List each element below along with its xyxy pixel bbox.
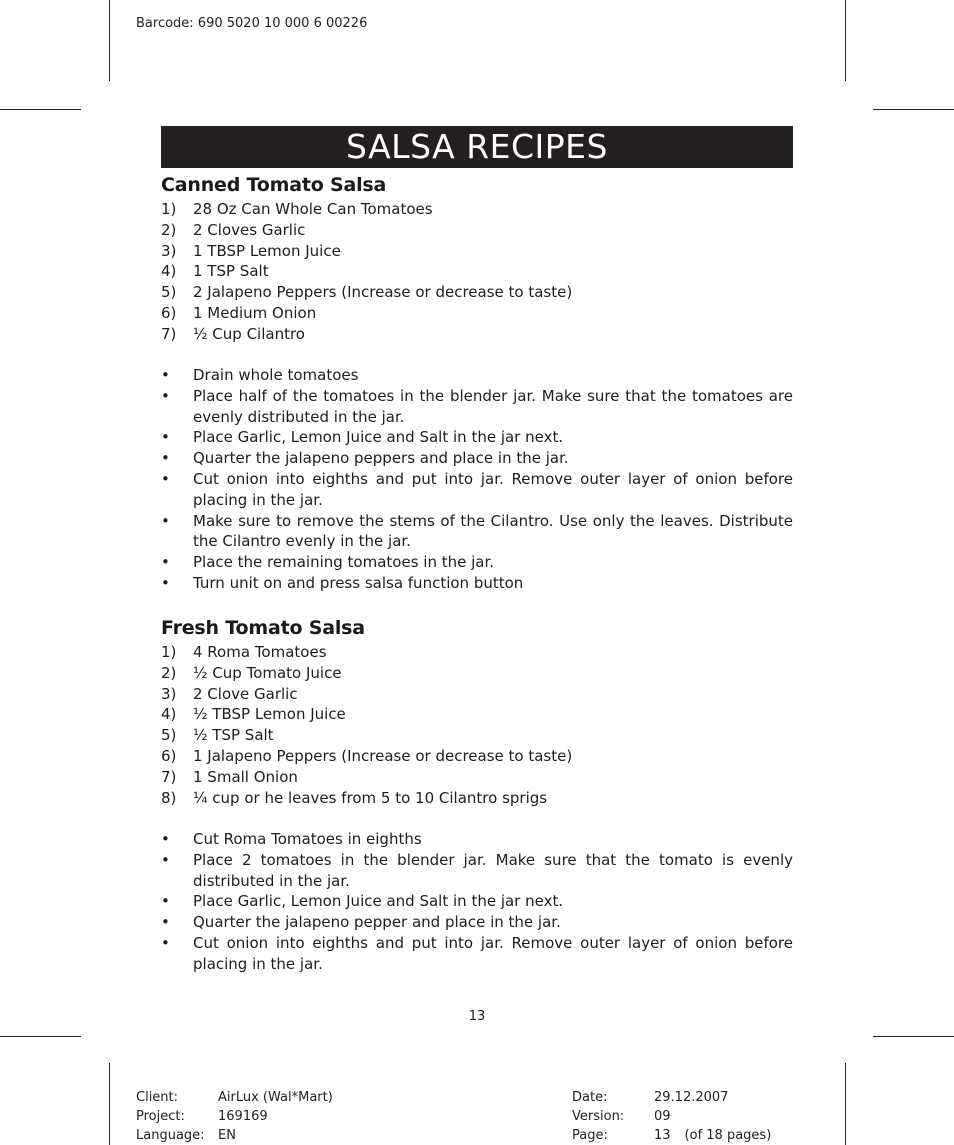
ingredient-item: [161, 282, 793, 303]
footer-label: Page:: [572, 1128, 608, 1143]
page-number: 13: [468, 1009, 486, 1024]
ingredient-item-text: ½ Cup Cilantro: [193, 324, 305, 343]
footer-label: Language:: [136, 1128, 205, 1143]
instruction-item-text: Drain whole tomatoes: [193, 366, 359, 384]
recipe-title: Fresh Tomato Salsa: [161, 617, 365, 639]
ingredient-item-marker: 1): [161, 200, 177, 218]
ingredient-item-marker: 5): [161, 726, 177, 745]
ingredient-item-marker: 7): [161, 324, 177, 343]
footer-row: [136, 1107, 333, 1126]
instruction-item-text: Cut onion into eighths and put into jar. Remove outer layer of onion before placing in the jar.: [193, 469, 793, 509]
crop-mark: [109, 0, 110, 81]
instruction-item-marker: •: [161, 511, 170, 530]
ingredient-item-text: 1 Jalapeno Peppers (Increase or decrease to taste): [193, 746, 573, 765]
footer-value: AirLux (Wal*Mart): [218, 1090, 333, 1105]
crop-mark: [0, 1036, 81, 1037]
instruction-item-text: Place Garlic, Lemon Juice and Salt in the jar next.: [193, 892, 564, 911]
footer-label: Client:: [136, 1090, 179, 1105]
instruction-item-text: Place 2 tomatoes in the blender jar. Make sure that the tomato is evenly distributed in the jar.: [193, 850, 793, 890]
ingredient-item: [161, 261, 793, 282]
ingredient-item: [161, 725, 793, 746]
instruction-list: [161, 829, 793, 975]
page-title: SALSA RECIPES: [161, 126, 793, 168]
instruction-item-text: Place Garlic, Lemon Juice and Salt in the jar next.: [193, 428, 564, 447]
instruction-item-marker: •: [161, 913, 170, 932]
ingredient-item-marker: 2): [161, 220, 177, 239]
ingredient-item-text: 2 Clove Garlic: [193, 684, 298, 703]
recipe-title: Canned Tomato Salsa: [161, 174, 387, 196]
crop-mark: [845, 0, 846, 81]
instruction-item: [161, 573, 793, 594]
instruction-item-marker: •: [161, 386, 170, 405]
barcode-text: Barcode: 690 5020 10 000 6 00226: [136, 16, 368, 31]
ingredient-item-text: 2 Cloves Garlic: [193, 220, 306, 239]
crop-mark: [845, 1063, 846, 1145]
ingredient-item-marker: 1): [161, 643, 177, 661]
instruction-item-text: Cut Roma Tomatoes in eighths: [193, 830, 422, 848]
instruction-item-marker: •: [161, 428, 170, 447]
ingredient-item-marker: 6): [161, 746, 177, 765]
ingredient-item: [161, 663, 793, 684]
footer-value: EN: [218, 1128, 236, 1143]
ingredient-item-text: 1 Small Onion: [193, 767, 298, 786]
instruction-item-marker: •: [161, 933, 170, 952]
instruction-item-text: Turn unit on and press salsa function button: [193, 573, 524, 592]
instruction-item-marker: •: [161, 553, 170, 572]
ingredient-item-text: ½ TSP Salt: [193, 726, 274, 745]
footer-value: 13: [654, 1128, 671, 1143]
footer-row: [572, 1126, 771, 1145]
footer-value: 169169: [218, 1109, 268, 1124]
ingredient-list: [161, 199, 793, 345]
ingredient-item-text: 1 TBSP Lemon Juice: [193, 241, 341, 260]
ingredient-item: [161, 788, 793, 809]
ingredient-item: [161, 767, 793, 788]
instruction-item: [161, 386, 793, 428]
ingredient-item: [161, 220, 793, 241]
ingredient-item: [161, 324, 793, 345]
ingredient-item-text: 28 Oz Can Whole Can Tomatoes: [193, 200, 433, 218]
instruction-item: [161, 511, 793, 553]
footer-label: Date:: [572, 1090, 608, 1105]
instruction-item: [161, 427, 793, 448]
ingredient-item: [161, 746, 793, 767]
ingredient-item: [161, 199, 793, 220]
ingredient-item-marker: 4): [161, 705, 177, 724]
crop-mark: [0, 109, 81, 110]
footer-value: 09: [654, 1109, 671, 1124]
instruction-item-marker: •: [161, 469, 170, 488]
ingredient-item-text: ¼ cup or he leaves from 5 to 10 Cilantro sprigs: [193, 788, 548, 807]
ingredient-item-marker: 8): [161, 788, 177, 807]
instruction-item: [161, 829, 793, 850]
instruction-item-text: Place half of the tomatoes in the blender jar. Make sure that the tomatoes are evenly distributed in the jar.: [193, 386, 793, 426]
ingredient-list: [161, 642, 793, 808]
ingredient-item: [161, 303, 793, 324]
ingredient-item-text: 4 Roma Tomatoes: [193, 643, 327, 661]
footer-value-extra: (of 18 pages): [684, 1128, 772, 1143]
instruction-item-marker: •: [161, 366, 170, 384]
instruction-item: [161, 469, 793, 511]
crop-mark: [873, 109, 954, 110]
footer-label: Version:: [572, 1109, 625, 1124]
instruction-item: [161, 912, 793, 933]
crop-mark: [109, 1063, 110, 1145]
ingredient-item-marker: 3): [161, 241, 177, 260]
footer-row: [572, 1088, 771, 1107]
instruction-item-marker: •: [161, 830, 170, 848]
ingredient-item: [161, 642, 793, 663]
footer-value: 29.12.2007: [654, 1090, 729, 1105]
ingredient-item-text: ½ TBSP Lemon Juice: [193, 705, 346, 724]
ingredient-item-marker: 3): [161, 684, 177, 703]
ingredient-item-text: ½ Cup Tomato Juice: [193, 663, 342, 682]
footer-row: [136, 1126, 333, 1145]
instruction-item-text: Quarter the jalapeno peppers and place in the jar.: [193, 449, 569, 468]
ingredient-item-text: 1 TSP Salt: [193, 262, 269, 281]
instruction-item-text: Place the remaining tomatoes in the jar.: [193, 553, 495, 572]
instruction-item: [161, 552, 793, 573]
instruction-item-text: Cut onion into eighths and put into jar. Remove outer layer of onion before placing in the jar.: [193, 933, 793, 973]
instruction-item-marker: •: [161, 850, 170, 869]
instruction-item: [161, 891, 793, 912]
footer-label: Project:: [136, 1109, 185, 1124]
instruction-item-text: Make sure to remove the stems of the Cilantro. Use only the leaves. Distribute the Cilantro evenly in the jar.: [193, 511, 793, 551]
ingredient-item-text: 1 Medium Onion: [193, 303, 317, 322]
ingredient-item: [161, 241, 793, 262]
instruction-list: [161, 365, 793, 594]
ingredient-item-marker: 4): [161, 262, 177, 281]
ingredient-item-marker: 2): [161, 663, 177, 682]
instruction-item-marker: •: [161, 449, 170, 468]
ingredient-item-marker: 7): [161, 767, 177, 786]
instruction-item: [161, 365, 793, 386]
instruction-item-marker: •: [161, 573, 170, 592]
ingredient-item: [161, 684, 793, 705]
instruction-item-text: Quarter the jalapeno pepper and place in the jar.: [193, 913, 561, 932]
footer-row: [572, 1107, 771, 1126]
instruction-item: [161, 933, 793, 975]
instruction-item: [161, 850, 793, 892]
ingredient-item-text: 2 Jalapeno Peppers (Increase or decrease to taste): [193, 283, 573, 302]
footer-info-right: [572, 1088, 771, 1145]
footer-row: [136, 1088, 333, 1107]
instruction-item: [161, 448, 793, 469]
ingredient-item: [161, 704, 793, 725]
footer-info-left: [136, 1088, 333, 1145]
ingredient-item-marker: 6): [161, 303, 177, 322]
ingredient-item-marker: 5): [161, 283, 177, 302]
crop-mark: [873, 1036, 954, 1037]
instruction-item-marker: •: [161, 892, 170, 911]
